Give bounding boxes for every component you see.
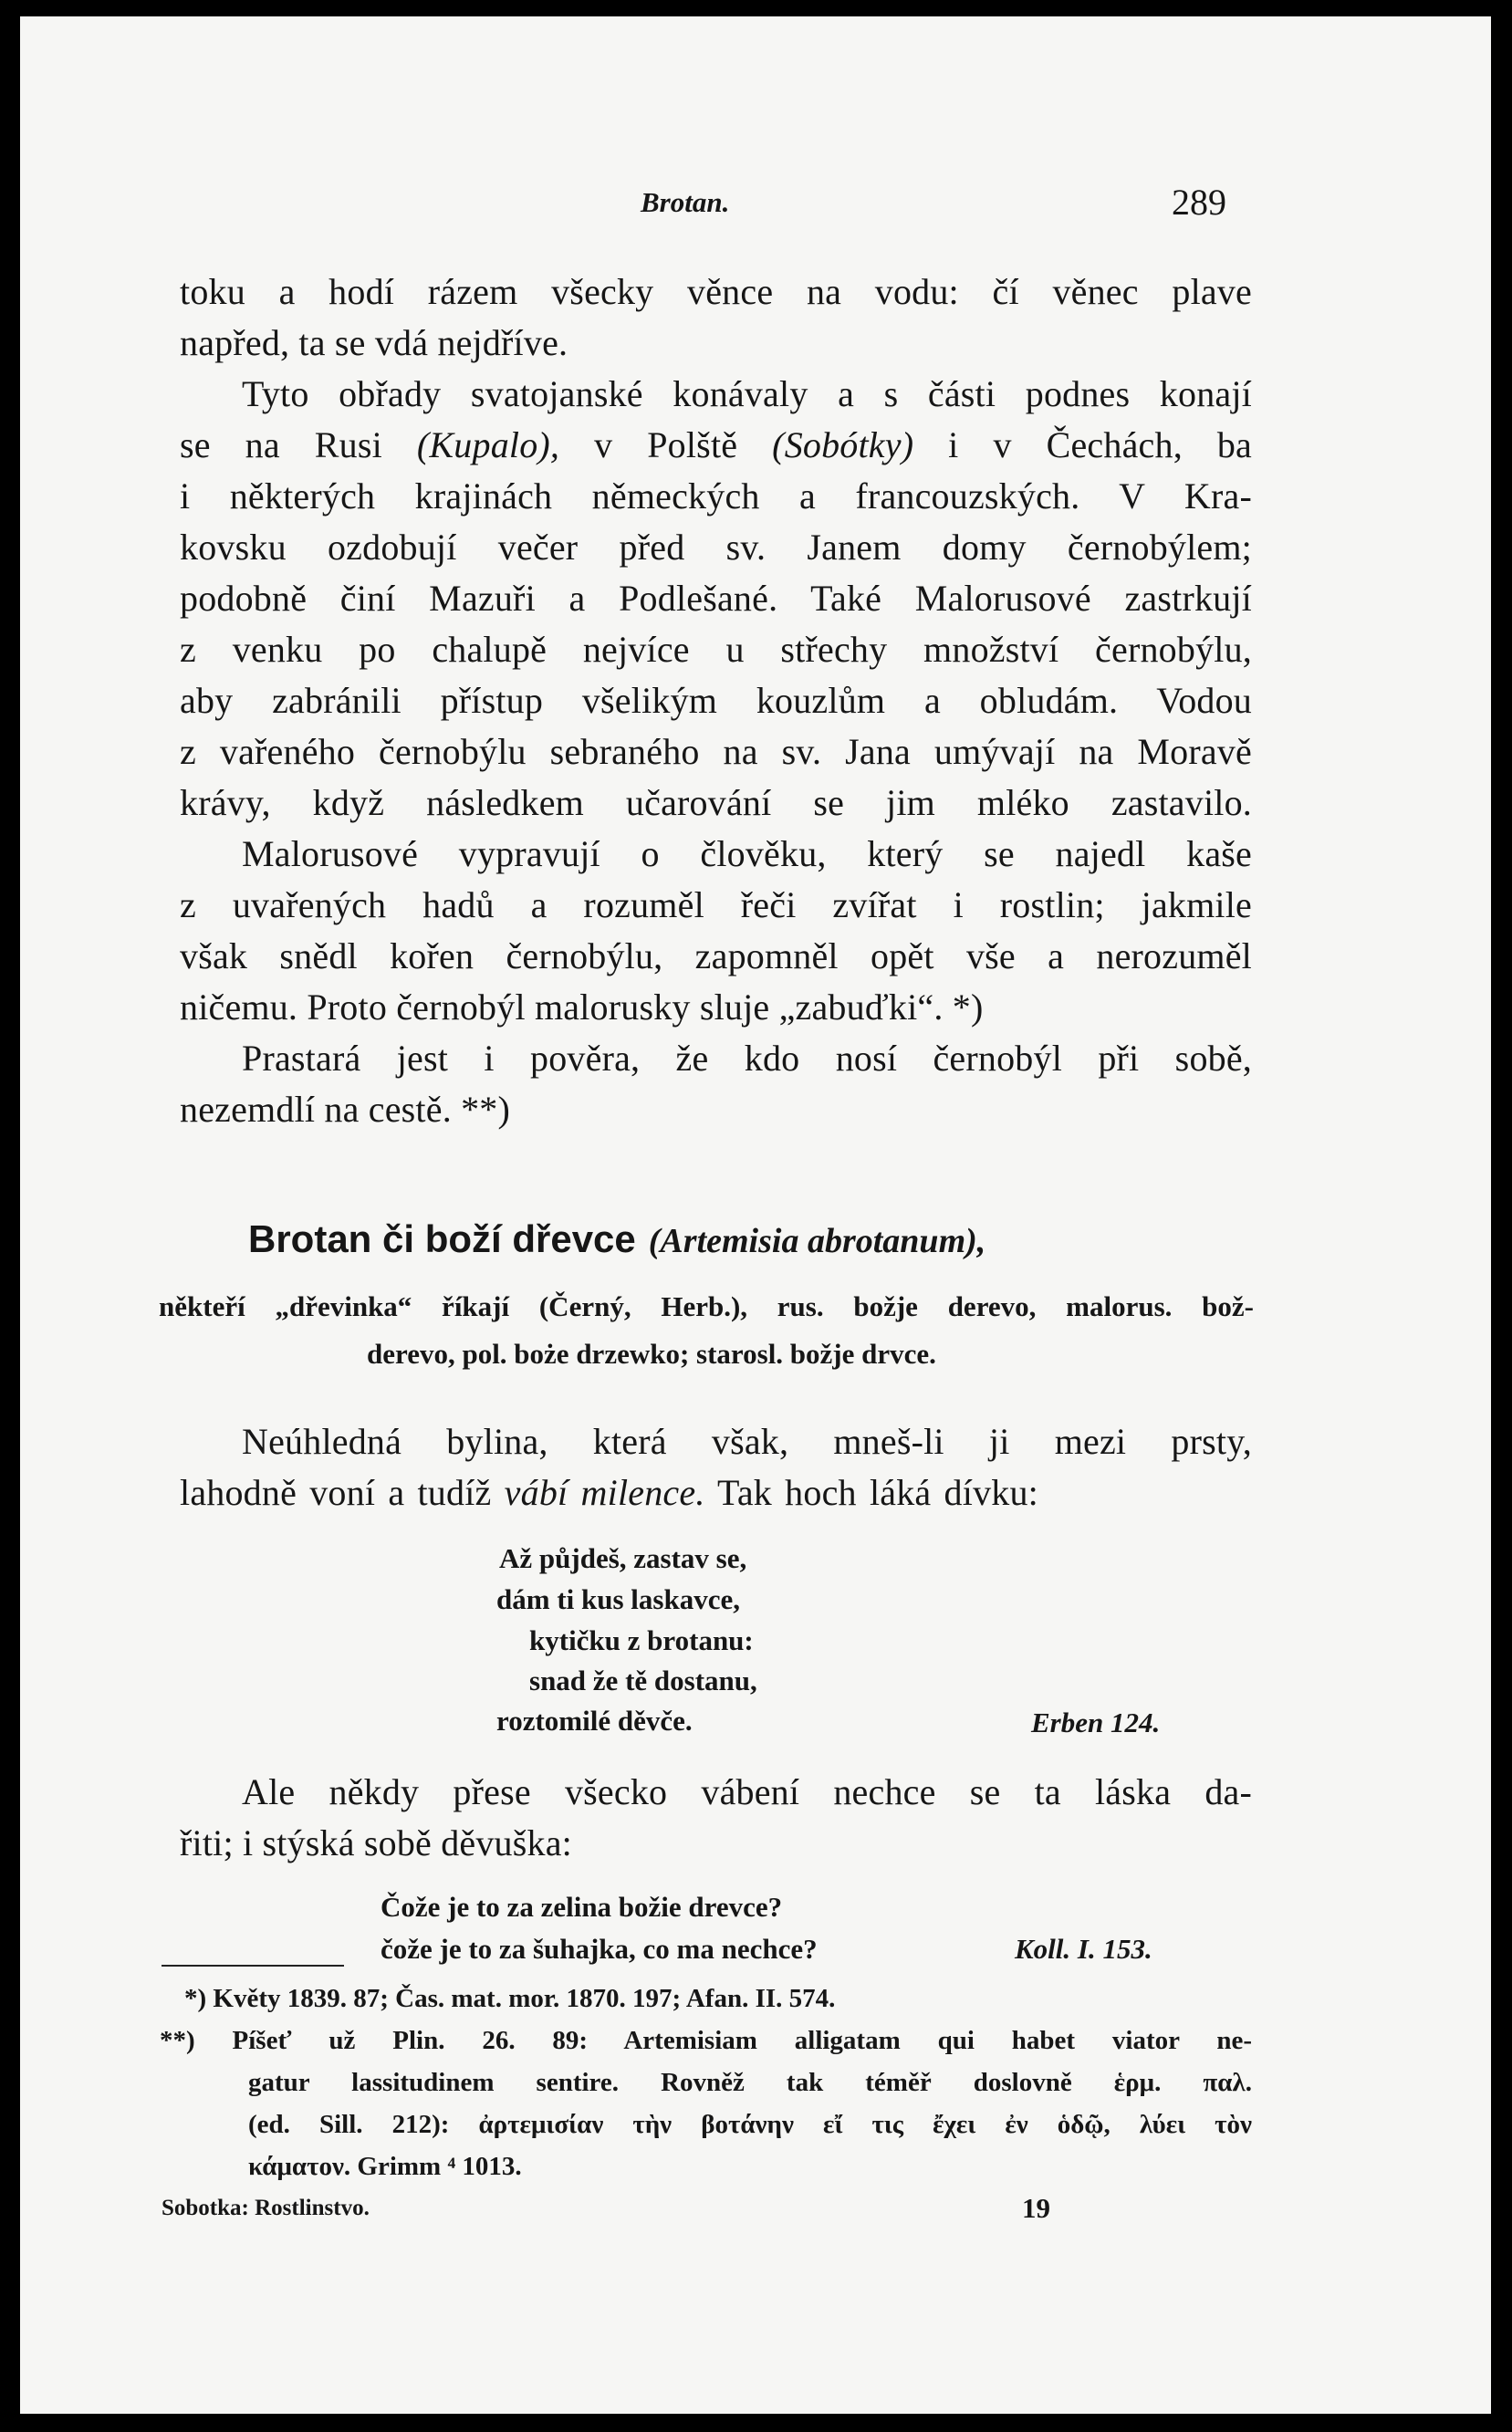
text-line: ničemu. Proto černobýl malorusky sluje „zabuďki“. *) (180, 986, 984, 1028)
text-line: kovsku ozdobují večer před sv. Janem domy černobýlem; (180, 527, 1252, 568)
printer-signature: Sobotka: Rostlinstvo. (162, 2196, 370, 2220)
italic-term: (Sobótky) (772, 424, 914, 465)
section-title: Brotan či boží dřevce (248, 1217, 636, 1260)
text-line: Ale někdy přese všecko vábení nechce se ta láska da- (242, 1771, 1252, 1812)
footnote: *) Květy 1839. 87; Čas. mat. mor. 1870. 197; Afan. II. 574. (184, 1984, 836, 2013)
footnote: κάματον. Grimm ⁴ 1013. (248, 2152, 522, 2181)
poem-line: čože je to za šuhajka, co ma nechce? (381, 1933, 818, 1965)
text-line: z venku po chalupě nejvíce u střechy množství černobýlu, (180, 629, 1252, 670)
text-line: Prastará jest i pověra, že kdo nosí černobýl při sobě, (242, 1038, 1252, 1079)
poem-line: snad že tě dostanu, (529, 1665, 757, 1696)
section-names: někteří „dřevinka“ říkají (Černý, Herb.), rus. božje derevo, malorus. bož- (159, 1290, 1254, 1322)
text-line: krávy, když následkem učarování se jim mléko zastavilo. (180, 782, 1252, 823)
poem-line: dám ti kus laskavce, (496, 1583, 740, 1615)
text-line: aby zabránili přístup všelikým kouzlům a obludám. Vodou (180, 680, 1252, 721)
running-title: Brotan. (641, 186, 730, 218)
text-line: toku a hodí rázem všecky věnce na vodu: čí věnec plave (180, 271, 1252, 312)
section-names: derevo, pol. boże drzewko; starosl. božje drvce. (367, 1338, 936, 1370)
text-line: nezemdlí na cestě. **) (180, 1089, 511, 1130)
text-line: řiti; i stýská sobě děvuška: (180, 1822, 572, 1863)
poem-source: Koll. I. 153. (1015, 1933, 1152, 1965)
text-line: z vařeného černobýlu sebraného na sv. Jana umývají na Moravě (180, 731, 1252, 772)
poem-line: kytičku z brotanu: (529, 1624, 754, 1656)
poem-line: Čože je to za zelina božie drevce? (381, 1891, 783, 1923)
footnote: gatur lassitudinem sentire. Rovněž tak téměř doslovně ἑρμ. παλ. (248, 2068, 1252, 2097)
text-line: se na Rusi (Kupalo), v Polště (Sobótky) i v Čechách, ba (180, 424, 1252, 465)
text-line: podobně činí Mazuři a Podlešané. Také Malorusové zastrkují (180, 578, 1252, 619)
text-line: i některých krajinách německých a francouzských. V Kra- (180, 475, 1252, 517)
poem-source: Erben 124. (1031, 1707, 1161, 1738)
italic-term: vábí milence. (504, 1472, 705, 1513)
book-page (20, 16, 1491, 2414)
text-line: napřed, ta se vdá nejdříve. (180, 322, 568, 363)
text-line: Tyto obřady svatojanské konávaly a s části podnes konají (242, 373, 1252, 414)
section-heading (248, 1217, 985, 1261)
text-line: Neúhledná bylina, která však, mneš-li ji mezi prsty, (242, 1421, 1252, 1462)
sheet-number: 19 (1022, 2192, 1050, 2224)
page-number: 289 (1172, 182, 1226, 223)
poem-line: Až půjdeš, zastav se, (499, 1542, 747, 1574)
section-latin-name: (Artemisia abrotanum), (648, 1222, 986, 1260)
footnote: (ed. Sill. 212): ἀρτεμισίαν τὴν βοτάνην εἴ τις ἔχει ἐν ὁδῷ, λύει τὸν (248, 2110, 1252, 2139)
italic-term: (Kupalo), (416, 424, 560, 465)
text-line: lahodně voní a tudíž vábí milence. Tak hoch láká dívku: (180, 1472, 1038, 1513)
text-line: Malorusové vypravují o člověku, který se najedl kaše (242, 833, 1252, 874)
poem-line: roztomilé děvče. (496, 1705, 693, 1737)
text-line: však snědl kořen černobýlu, zapomněl opět vše a nerozuměl (180, 935, 1252, 976)
footnote: **) Píšeť už Plin. 26. 89: Artemisiam alligatam qui habet viator ne- (160, 2026, 1252, 2055)
footnote-separator (162, 1965, 344, 1967)
text-line: z uvařených hadů a rozuměl řeči zvířat i rostlin; jakmile (180, 884, 1252, 925)
